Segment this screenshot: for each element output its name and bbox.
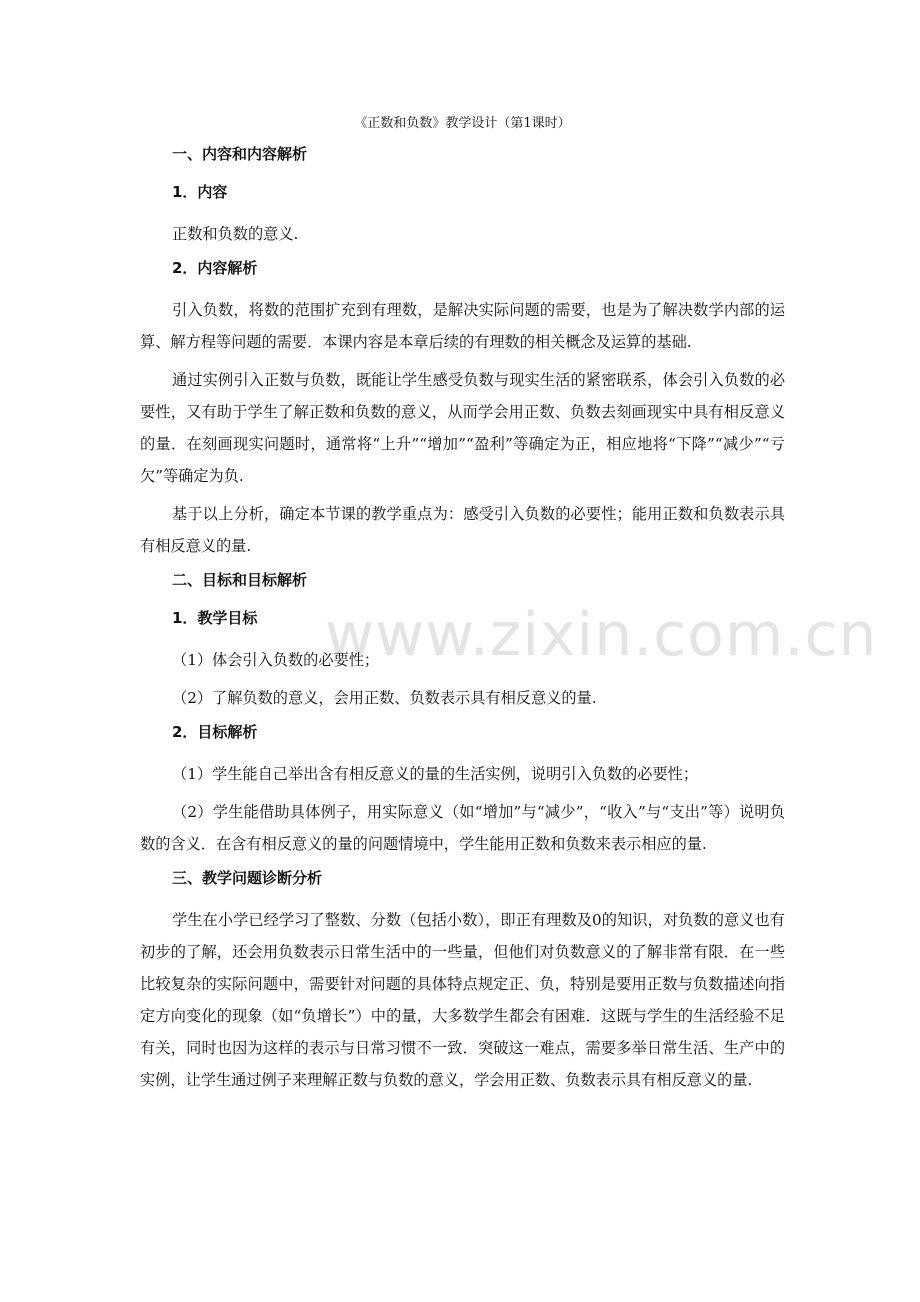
- section-heading-goals: 二、目标和目标解析: [172, 571, 308, 589]
- goal-analysis-item-1: （1）学生能自己举出含有相反意义的量的生活实例，说明引入负数的必要性；: [172, 765, 699, 783]
- subheading-content-analysis: 2．内容解析: [172, 259, 258, 277]
- watermark: www.zixin.com.cn: [325, 600, 878, 670]
- goal-analysis-item-2: （2）学生能借助具体例子，用实际意义（如“增加”与“减少”，“收入”与“支出”等）说明负数的含义．在含有相反意义的量的问题情境中，学生能用正数和负数来表示相应的量.: [140, 803, 785, 853]
- goal-item-1: （1）体会引入负数的必要性；: [172, 651, 380, 669]
- paragraph-analysis-1: 引入负数，将数的范围扩充到有理数，是解决实际问题的需要，也是为了解决数学内部的运算、解方程等问题的需要．本课内容是本章后续的有理数的相关概念及运算的基础.: [140, 301, 785, 351]
- subheading-content: 1．内容: [172, 183, 228, 201]
- goal-item-2: （2）了解负数的意义，会用正数、负数表示具有相反意义的量.: [172, 689, 597, 707]
- subheading-goal-analysis: 2．目标解析: [172, 723, 258, 741]
- paragraph-analysis-2: 通过实例引入正数与负数，既能让学生感受负数与现实生活的紧密联系，体会引入负数的必要性，又有助于学生了解正数和负数的意义，从而学会用正数、负数去刻画现实中具有相反意义的量．在刻画现实问题时，通常将“上升”“增加”“盈利”等确定为正，相应地将“下降”“减少”“亏欠”等确定为负.: [140, 371, 785, 485]
- section-heading-content: 一、内容和内容解析: [172, 145, 308, 163]
- subheading-teaching-goals: 1．教学目标: [172, 609, 258, 627]
- paragraph-content-text: 正数和负数的意义.: [172, 225, 299, 243]
- document-page: [140, 112, 785, 1102]
- paragraph-diagnosis: 学生在小学已经学习了整数、分数（包括小数），即正有理数及0的知识，对负数的意义也有初步的了解，还会用负数表示日常生活中的一些量，但他们对负数意义的了解非常有限．在一些比较复杂的实际问题中，需要针对问题的具体特点规定正、负，特别是要用正数与负数描述向指定方向变化的现象（如“负增长”）中的量，大多数学生都会有困难．这既与学生的生活经验不足有关，同时也因为这样的表示与日常习惯不一致．突破这一难点，需要多举日常生活、生产中的实例，让学生通过例子来理解正数与负数的意义，学会用正数、负数表示具有相反意义的量.: [140, 911, 785, 1089]
- document-title: 《正数和负数》教学设计（第1课时）: [354, 116, 571, 131]
- paragraph-analysis-3: 基于以上分析，确定本节课的教学重点为：感受引入负数的必要性；能用正数和负数表示具有相反意义的量.: [140, 505, 785, 555]
- section-heading-diagnosis: 三、教学问题诊断分析: [172, 869, 323, 887]
